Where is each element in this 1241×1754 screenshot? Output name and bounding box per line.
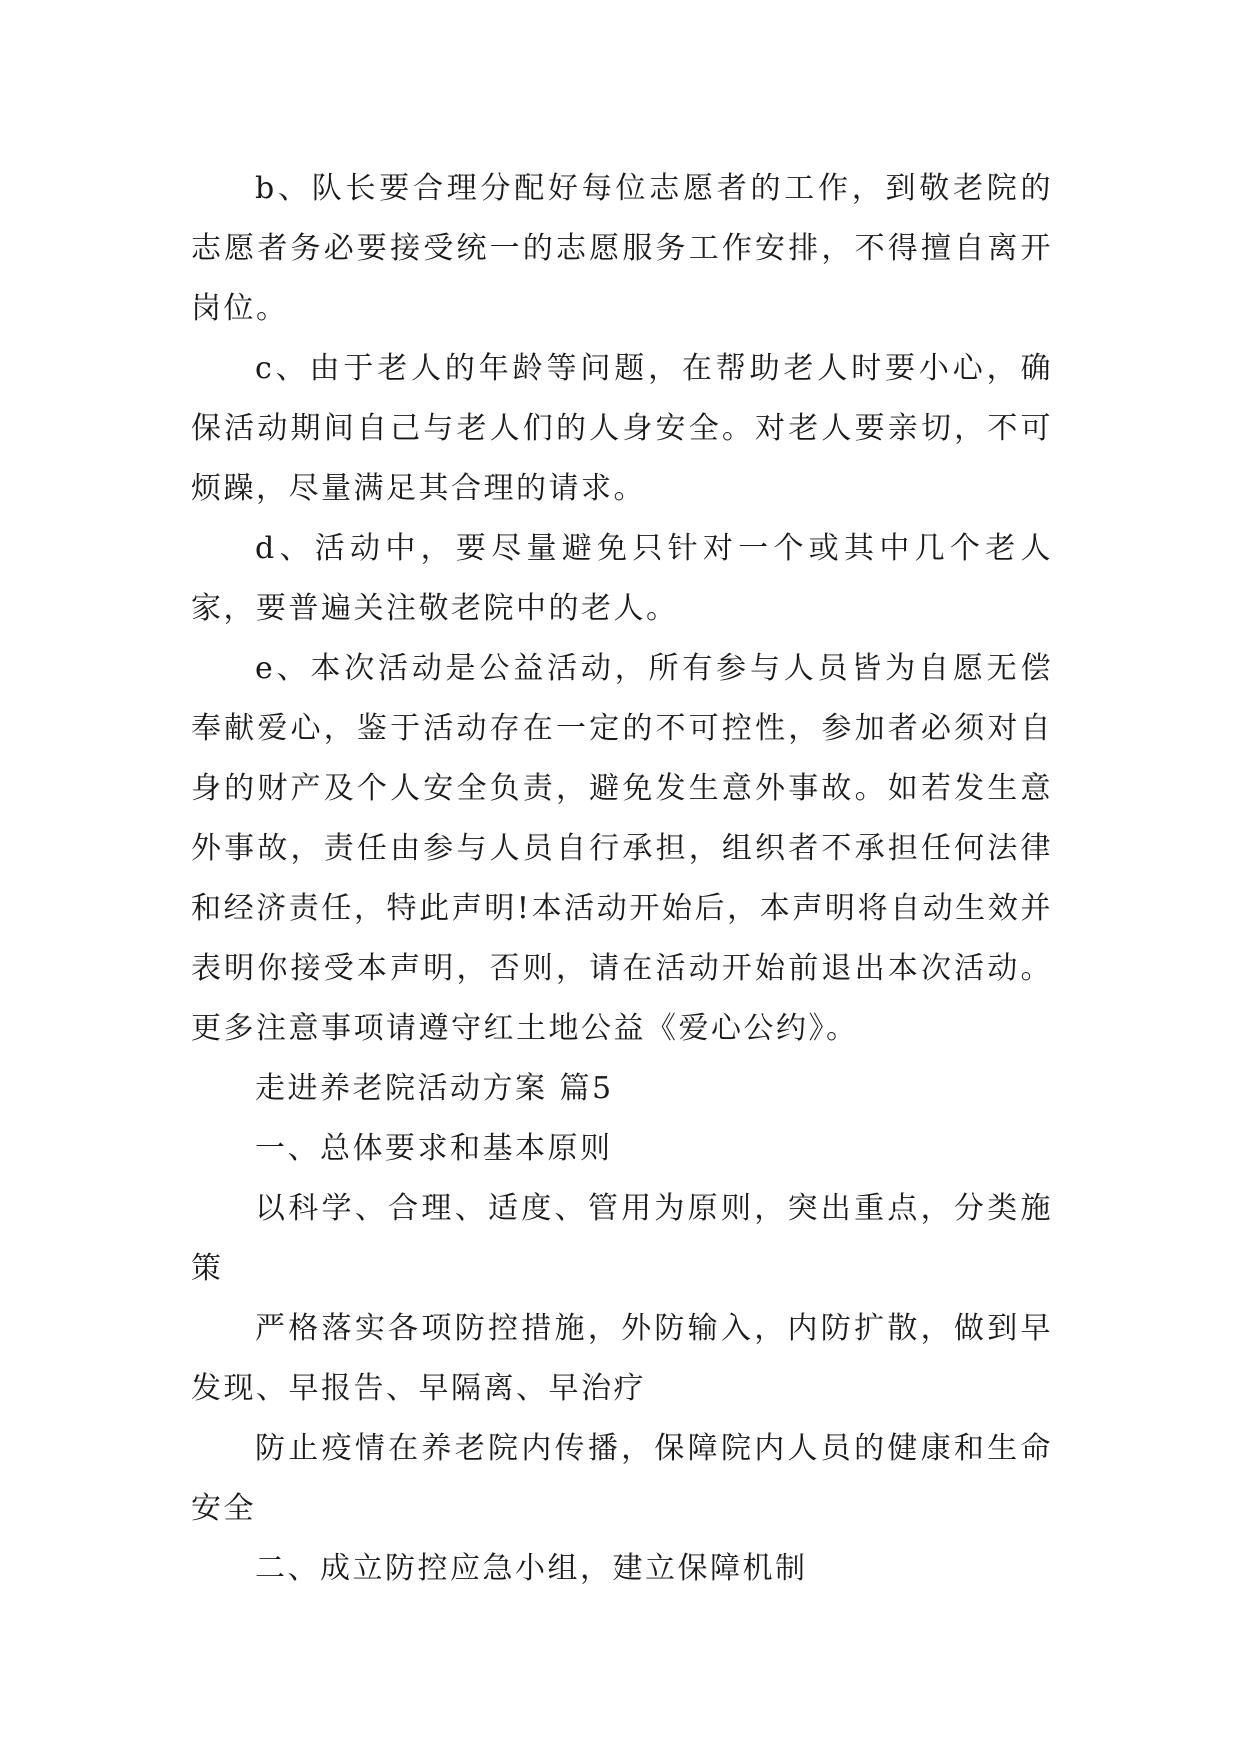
section-heading-emergency-team: 二、成立防控应急小组，建立保障机制 [255,1551,808,1586]
section-heading-principles: 一、总体要求和基本原则 [255,1131,613,1166]
paragraph-principle-1: 以科学、合理、适度、管用为原则，突出重点，分类施策 [191,1191,1053,1286]
paragraph-b-team-leader: b、队长要合理分配好每位志愿者的工作，到敬老院的志愿者务必要接受统一的志愿服务工作安排，不得擅自离开岗位。 [191,171,1053,326]
paragraph-e-disclaimer: e、本次活动是公益活动，所有参与人员皆为自愿无偿奉献爱心，鉴于活动存在一定的不可控性，参加者必须对自身的财产及个人安全负责，避免发生意外事故。如若发生意外事故，责任由参与人员自行承担，组织者不承担任何法律和经济责任，特此声明!本活动开始后，本声明将自动生效并表明你接受本声明，否则，请在活动开始前退出本次活动。更多注意事项请遵守红土地公益《爱心公约》。 [191,651,1053,1046]
paragraph-principle-2: 严格落实各项防控措施，外防输入，内防扩散，做到早发现、早报告、早隔离、早治疗 [191,1311,1053,1406]
paragraph-c-elder-safety: c、由于老人的年龄等问题，在帮助老人时要小心，确保活动期间自己与老人们的人身安全。对老人要亲切，不可烦躁，尽量满足其合理的请求。 [191,351,1053,506]
paragraph-d-general-care: d、活动中，要尽量避免只针对一个或其中几个老人家，要普遍关注敬老院中的老人。 [191,531,1053,626]
paragraph-principle-3: 防止疫情在养老院内传播，保障院内人员的健康和生命安全 [191,1431,1053,1526]
document-body [191,159,1053,1599]
section-heading-plan-5: 走进养老院活动方案 篇5 [255,1071,614,1106]
